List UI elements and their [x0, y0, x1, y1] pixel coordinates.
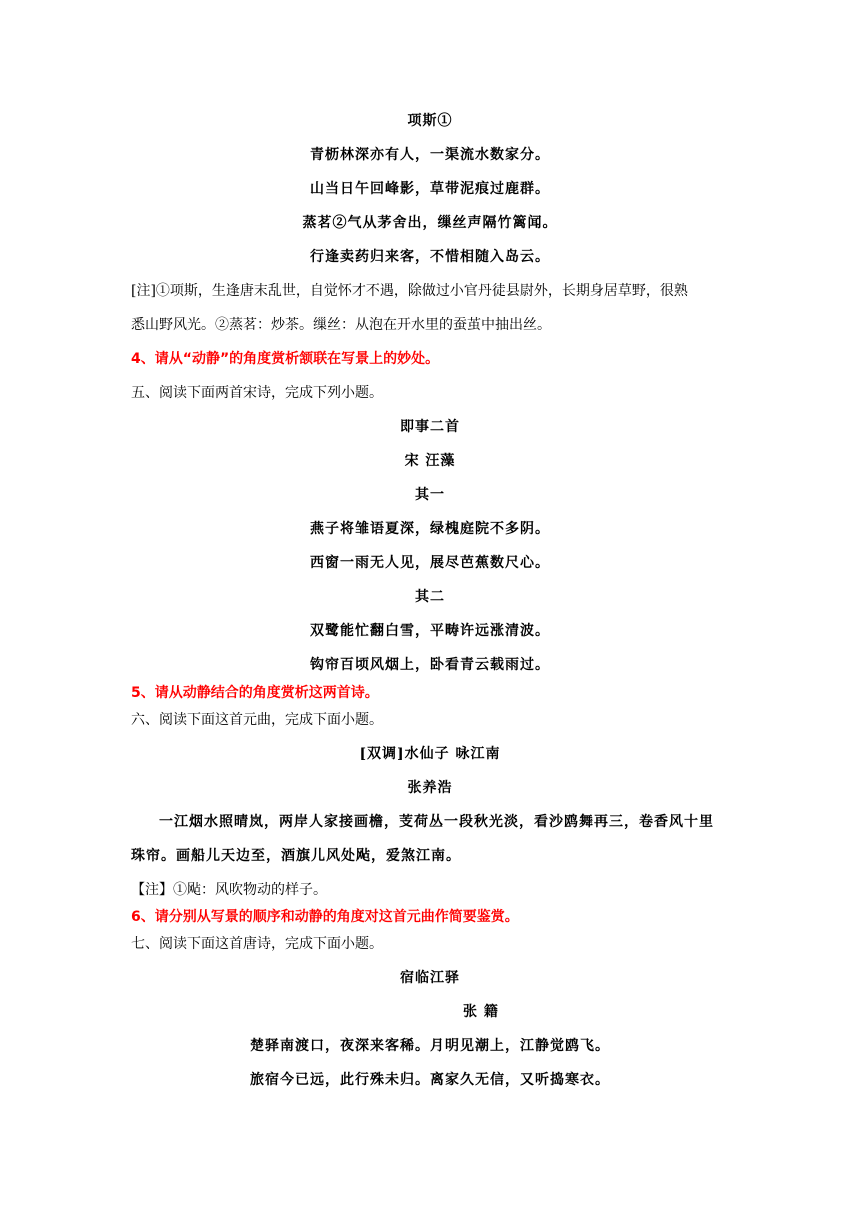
section-5-heading: 五、阅读下面两首宋诗，完成下列小题。 [131, 385, 383, 401]
poem1-title: 项斯① [407, 113, 453, 129]
section-5-title: 即事二首 [400, 419, 460, 435]
section-5-subtitle: 其二 [415, 589, 445, 605]
question-5: 5、请从动静结合的角度赏析这两首诗。 [131, 685, 379, 701]
section-7-heading: 七、阅读下面这首唐诗，完成下面小题。 [131, 936, 383, 952]
poem1-line: 青枥林深亦有人，一渠流水数家分。 [310, 147, 550, 163]
section-7-author: 张 籍 [463, 1004, 499, 1020]
section-5-author: 宋 汪藻 [404, 453, 456, 469]
section-5-line: 钩帘百顷风烟上，卧看青云载雨过。 [310, 657, 550, 673]
section-6-heading: 六、阅读下面这首元曲，完成下面小题。 [131, 712, 383, 728]
poem1-note: 悉山野风光。②蒸茗：炒茶。缫丝：从泡在开水里的蚕茧中抽出丝。 [131, 317, 551, 333]
poem1-line: 山当日午回峰影，草带泥痕过鹿群。 [310, 181, 550, 197]
section-6-note: 【注】①飐：风吹物动的样子。 [131, 882, 327, 898]
section-7-line: 楚驿南渡口，夜深来客稀。月明见潮上，江静觉鸥飞。 [250, 1038, 610, 1054]
section-6-author: 张养浩 [407, 780, 453, 796]
section-7-title: 宿临江驿 [400, 970, 460, 986]
section-5-line: 燕子将雏语夏深，绿槐庭院不多阴。 [310, 521, 550, 537]
section-6-body: 一江烟水照晴岚，两岸人家接画檐，芰荷丛一段秋光淡，看沙鸥舞再三，卷香风十里 [159, 814, 714, 830]
poem1-note: [注]①项斯，生逢唐末乱世，自觉怀才不遇，除做过小官丹徒县尉外，长期身居草野，很熟 [131, 283, 688, 299]
question-4: 4、请从“动静”的角度赏析颔联在写景上的妙处。 [131, 351, 440, 367]
section-5-subtitle: 其一 [415, 487, 445, 503]
section-7-line: 旅宿今已远，此行殊未归。离家久无信，又听捣寒衣。 [250, 1072, 610, 1088]
question-6: 6、请分别从写景的顺序和动静的角度对这首元曲作简要鉴赏。 [131, 909, 519, 925]
section-6-title: [双调]水仙子 咏江南 [359, 746, 501, 762]
section-5-line: 双鹭能忙翻白雪，平畴许远涨清波。 [310, 623, 550, 639]
section-5-line: 西窗一雨无人见，展尽芭蕉数尺心。 [310, 555, 550, 571]
poem1-line: 蒸茗②气从茅舍出，缫丝声隔竹篱闻。 [302, 215, 558, 231]
poem1-line: 行逢卖药归来客，不惜相随入岛云。 [310, 249, 550, 265]
section-6-body: 珠帘。画船儿天边至，酒旗儿风处飐，爱煞江南。 [131, 848, 461, 864]
